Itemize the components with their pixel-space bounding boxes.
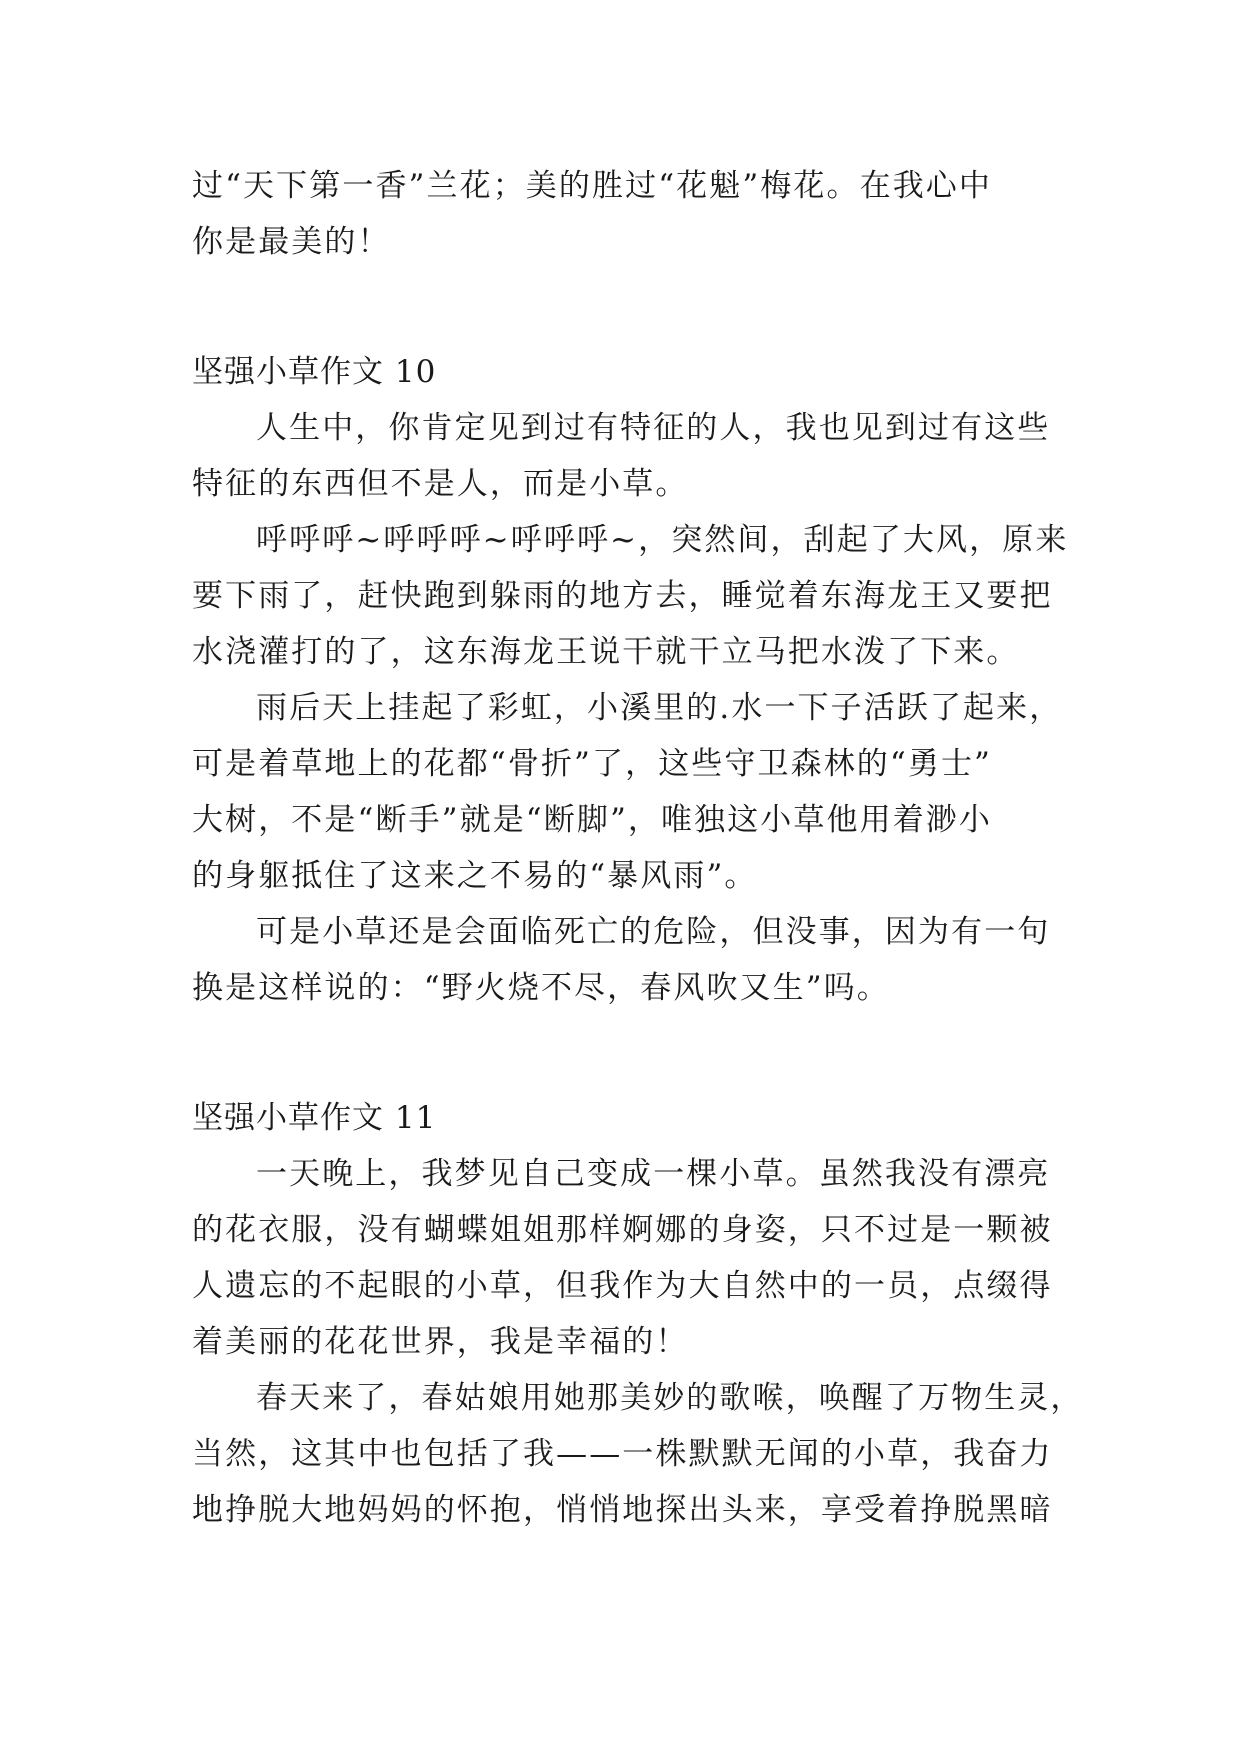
document-body — [192, 158, 1084, 1538]
text-line: 春天来了，春姑娘用她那美妙的歌喉，唤醒了万物生灵， — [256, 1380, 1084, 1416]
paragraph — [192, 1370, 1084, 1538]
text-line: 雨后天上挂起了彩虹，小溪里的.水一下子活跃了起来， — [256, 690, 1063, 726]
text-line: 可是小草还是会面临死亡的危险，但没事，因为有一句 — [256, 914, 1051, 950]
text-line: 可是着草地上的花都“骨折”了，这些守卫森林的“勇士” — [192, 746, 992, 782]
essay-title: 坚强小草作文 10 — [192, 354, 437, 390]
text-line: 着美丽的花花世界，我是幸福的！ — [192, 1324, 689, 1360]
text-line: 换是这样说的：“野火烧不尽，春风吹又生”吗。 — [192, 970, 890, 1006]
text-line: 的花衣服，没有蝴蝶姐姐那样婀娜的身姿，只不过是一颗被 — [192, 1212, 1053, 1248]
paragraph — [192, 680, 1063, 904]
essay-section-10 — [192, 344, 1069, 1016]
text-line: 你是最美的！ — [192, 224, 391, 260]
text-line: 人遗忘的不起眼的小草，但我作为大自然中的一员，点缀得 — [192, 1268, 1053, 1304]
paragraph — [192, 904, 1060, 1016]
paragraph — [192, 1146, 1060, 1370]
intro-paragraph — [192, 158, 1060, 270]
text-line: 人生中，你肯定见到过有特征的人，我也见到过有这些 — [256, 410, 1051, 446]
paragraph — [192, 400, 1060, 512]
text-line: 的身躯抵住了这来之不易的“暴风雨”。 — [192, 858, 758, 894]
text-line: 水浇灌打的了，这东海龙王说干就干立马把水泼了下来。 — [192, 634, 1020, 670]
essay-title: 坚强小草作文 11 — [192, 1100, 437, 1136]
text-line: 呼呼呼~呼呼呼~呼呼呼~，突然间，刮起了大风，原来 — [256, 522, 1069, 558]
text-line: 当然，这其中也包括了我——一株默默无闻的小草，我奋力 — [192, 1436, 1053, 1472]
section-spacer — [192, 1016, 1060, 1090]
text-line: 过“天下第一香”兰花；美的胜过“花魁”梅花。在我心中 — [192, 168, 992, 204]
text-line: 大树，不是“断手”就是“断脚”，唯独这小草他用着渺小 — [192, 802, 992, 838]
essay-section-11 — [192, 1090, 1084, 1538]
text-line: 一天晚上，我梦见自己变成一棵小草。虽然我没有漂亮 — [256, 1156, 1051, 1192]
section-spacer — [192, 270, 1060, 344]
text-line: 特征的东西但不是人，而是小草。 — [192, 466, 689, 502]
paragraph — [192, 512, 1069, 680]
text-line: 要下雨了，赶快跑到躲雨的地方去，睡觉着东海龙王又要把 — [192, 578, 1053, 614]
text-line: 地挣脱大地妈妈的怀抱，悄悄地探出头来，享受着挣脱黑暗 — [192, 1492, 1053, 1528]
